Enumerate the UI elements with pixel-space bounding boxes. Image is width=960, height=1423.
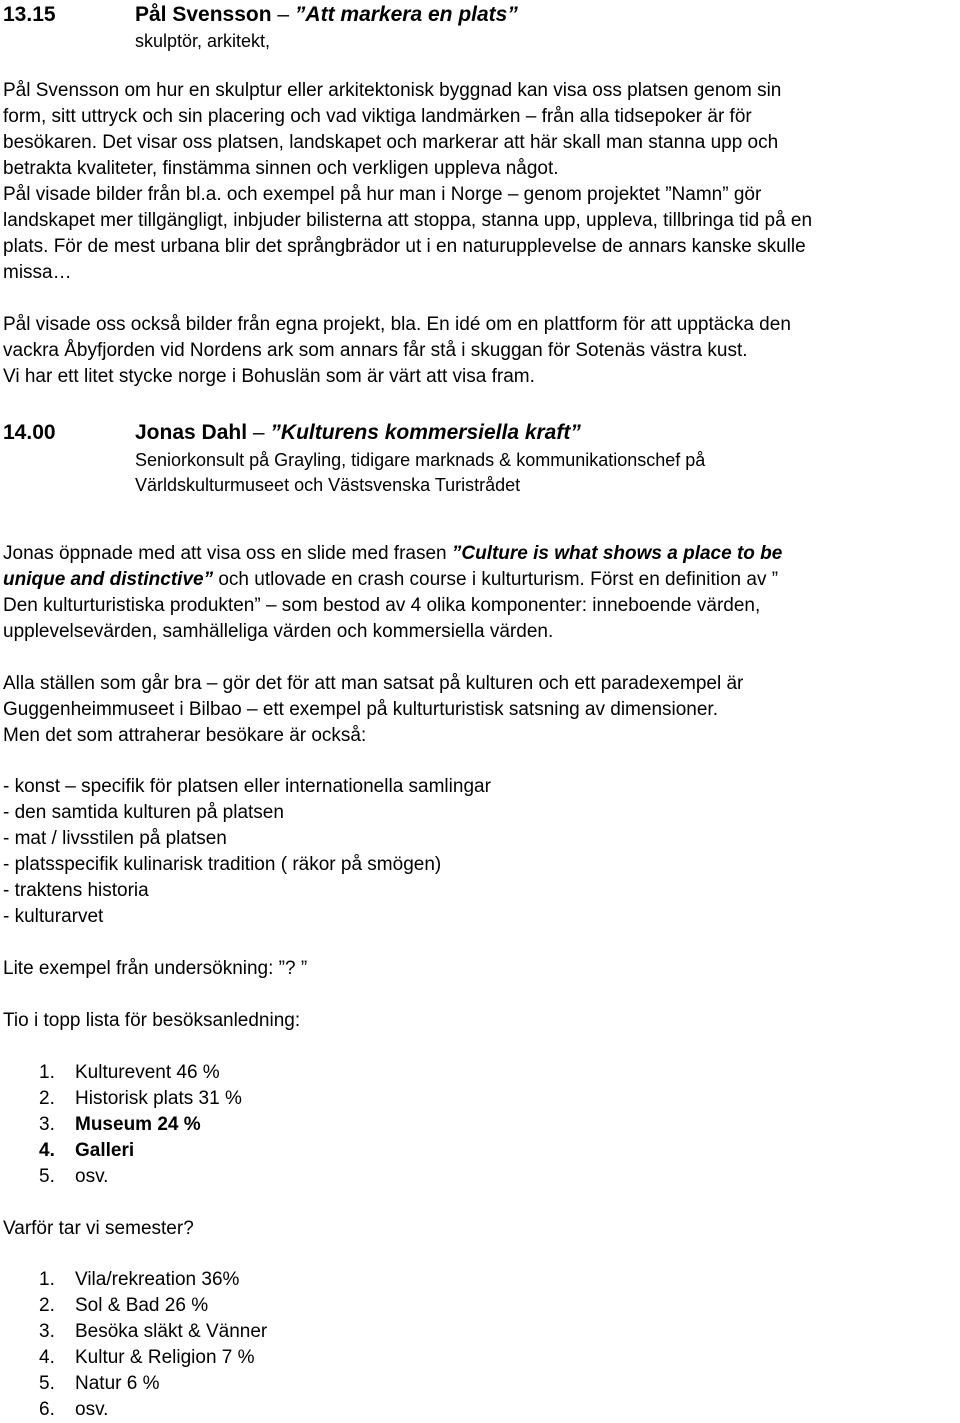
text-line: plats. För de mest urbana blir det språngbrädor ut i en naturupplevelse de annars kanske skulle <box>3 236 806 257</box>
text-line: form, sitt uttryck och sin placering och vad viktiga landmärken – från alla tidsepoker är för <box>3 106 752 127</box>
text-line: Guggenheimmuseet i Bilbao – ett exempel på kulturturistisk satsning av dimensioner. <box>3 699 718 720</box>
text-line: Pål visade oss också bilder från egna projekt, bla. En idé om en plattform för att upptäcka den <box>3 314 791 335</box>
list-number: 1. <box>39 1062 55 1083</box>
text-line: landskapet mer tillgängligt, inbjuder bilisterna att stoppa, stanna upp, uppleva, tillbringa tid på en <box>3 210 813 231</box>
text-line: Den kulturturistiska produkten” – som bestod av 4 olika komponenter: inneboende värden, <box>3 595 761 616</box>
paragraph-s2-p1 <box>3 541 957 645</box>
list-item <box>39 1164 242 1190</box>
list-number: 3. <box>39 1114 55 1135</box>
text-line: upplevelsevärden, samhälleliga värden och kommersiella värden. <box>3 621 554 642</box>
list-item <box>39 1397 267 1423</box>
section-time: 13.15 <box>3 3 56 26</box>
paragraph-s2-p2 <box>3 671 957 749</box>
list-text: Sol & Bad 26 % <box>75 1295 209 1316</box>
list-item <box>39 1371 267 1397</box>
list-text: Besöka släkt & Vänner <box>75 1321 268 1342</box>
list-number: 1. <box>39 1269 55 1290</box>
list-number: 5. <box>39 1166 55 1187</box>
text-line: vackra Åbyfjorden vid Nordens ark som annars får stå i skuggan för Sotenäs västra kust. <box>3 340 748 361</box>
list-text: Kulturevent 46 % <box>75 1062 220 1083</box>
list-text: Galleri <box>75 1140 135 1161</box>
attractions-list <box>3 774 957 930</box>
talk-title: ”Kulturens kommersiella kraft” <box>270 421 581 444</box>
text-line: Alla ställen som går bra – gör det för att man satsat på kulturen och ett paradexempel är <box>3 673 744 694</box>
list-item: - kulturarvet <box>3 906 104 927</box>
list-item <box>39 1086 242 1112</box>
text-line: Men det som attraherar besökare är också: <box>3 725 367 746</box>
list-item <box>39 1319 267 1345</box>
list-number: 3. <box>39 1321 55 1342</box>
paragraph-s1-p2 <box>3 312 957 390</box>
role-line: Världskulturmuseet och Västsvenska Turistrådet <box>135 475 521 495</box>
list-number: 2. <box>39 1295 55 1316</box>
text-line: missa… <box>3 262 72 283</box>
section-heading-1400: 14.00 Jonas Dahl – ”Kulturens kommersiella kraft” <box>3 419 957 447</box>
text-line: Vi har ett litet stycke norge i Bohuslän som är värt att visa fram. <box>3 366 535 387</box>
list-item <box>39 1293 267 1319</box>
paragraph-s1-p1 <box>3 78 957 286</box>
speaker-name: Pål Svensson <box>135 3 272 26</box>
text-line: Pål visade bilder från bl.a. och exempel på hur man i Norge – genom projektet ”Namn” gör <box>3 184 762 205</box>
vacation-title: Varför tar vi semester? <box>3 1218 194 1239</box>
text-line <box>3 567 957 593</box>
list-item <box>39 1345 267 1371</box>
list-text: osv. <box>75 1399 109 1420</box>
speaker-role <box>135 448 960 498</box>
top-list <box>39 1060 242 1190</box>
top-list-title: Tio i topp lista för besöksanledning: <box>3 1010 301 1031</box>
list-item: - mat / livsstilen på platsen <box>3 828 227 849</box>
list-item <box>39 1138 242 1164</box>
list-item: - den samtida kulturen på platsen <box>3 802 284 823</box>
list-item: - konst – specifik för platsen eller internationella samlingar <box>3 776 491 797</box>
list-text: osv. <box>75 1166 109 1187</box>
section-heading-1315: 13.15 Pål Svensson – ”Att markera en plats” <box>3 1 957 29</box>
text-line: Pål Svensson om hur en skulptur eller arkitektonisk byggnad kan visa oss platsen genom sin <box>3 80 782 101</box>
list-item <box>39 1060 242 1086</box>
quote-phrase: ”Culture is what shows a place to be <box>451 543 783 564</box>
list-item <box>39 1267 267 1293</box>
quote-phrase: unique and distinctive” <box>3 569 214 590</box>
list-number: 4. <box>39 1347 55 1368</box>
list-text: Natur 6 % <box>75 1373 160 1394</box>
speaker-name: Jonas Dahl <box>135 421 248 444</box>
text-line <box>3 541 957 567</box>
list-text: Historisk plats 31 % <box>75 1088 242 1109</box>
list-number: 2. <box>39 1088 55 1109</box>
speaker-role: skulptör, arkitekt, <box>135 31 271 51</box>
list-item: - platsspecifik kulinarisk tradition ( räkor på smögen) <box>3 854 442 875</box>
text-run: och utlovade en crash course i kulturturism. Först en definition av ” <box>213 569 779 590</box>
text-run: Jonas öppnade med att visa oss en slide med frasen <box>3 543 452 564</box>
section-time: 14.00 <box>3 421 56 444</box>
list-text: Vila/rekreation 36% <box>75 1269 240 1290</box>
list-text: Museum 24 % <box>75 1114 201 1135</box>
list-item <box>39 1112 242 1138</box>
list-text: Kultur & Religion 7 % <box>75 1347 255 1368</box>
list-item: - traktens historia <box>3 880 149 901</box>
vacation-list <box>39 1267 267 1423</box>
list-number: 6. <box>39 1399 55 1420</box>
list-number: 5. <box>39 1373 55 1394</box>
text-line: besökaren. Det visar oss platsen, landskapet och markerar att här skall man stanna upp och <box>3 132 779 153</box>
list-number: 4. <box>39 1140 55 1161</box>
text-line: betrakta kvaliteter, finstämma sinnen och verkligen uppleva något. <box>3 158 559 179</box>
talk-title: ”Att markera en plats” <box>294 3 518 26</box>
role-line: Seniorkonsult på Grayling, tidigare marknads & kommunikationschef på <box>135 450 706 470</box>
survey-intro: Lite exempel från undersökning: ”? ” <box>3 958 308 979</box>
